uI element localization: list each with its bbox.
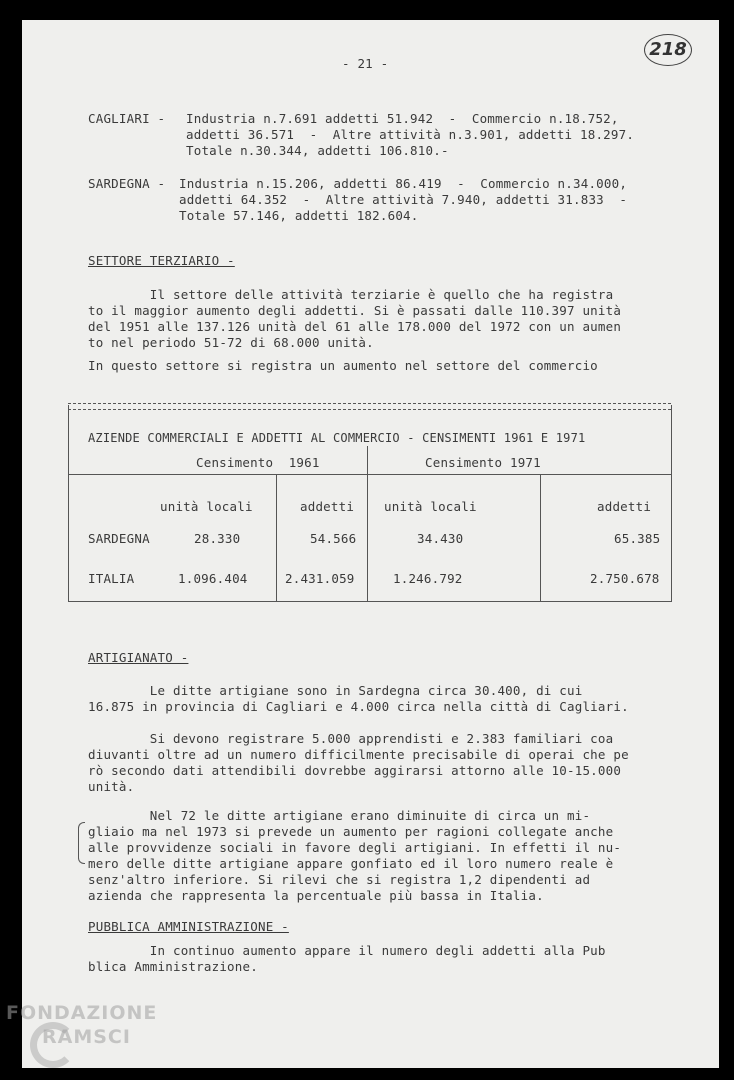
cagliari-line-1: Industria n.7.691 addetti 51.942 - Commercio n.18.752, — [186, 111, 619, 126]
artigianato-line: azienda che rappresenta la percentuale più bassa in Italia. — [88, 888, 544, 903]
artigianato-line: rò secondo dati attendibili dovrebbe aggirarsi attorno alle 10-15.000 — [88, 763, 622, 778]
artigianato-line: gliaio ma nel 1973 si prevede un aumento per ragioni collegate anche — [88, 824, 614, 839]
table-census-1961: Censimento 1961 — [196, 455, 320, 470]
artigianato-line: Le ditte artigiane sono in Sardegna circa 30.400, di cui — [88, 683, 583, 698]
terziario-heading: SETTORE TERZIARIO - — [88, 253, 235, 268]
artigianato-line: diuvanti oltre ad un numero difficilmente precisabile di operai che pe — [88, 747, 629, 762]
table-divider — [367, 446, 368, 601]
table-cell: 54.566 — [310, 531, 357, 546]
watermark-text: FONDAZIONE — [6, 1002, 158, 1024]
artigianato-line: alle provvidenze sociali in favore degli artigiani. In effetti il nu- — [88, 840, 622, 855]
artigianato-line: Nel 72 le ditte artigiane erano diminuite di circa un mi- — [88, 808, 591, 823]
terziario-line: to il maggior aumento degli addetti. Si è passati dalle 110.397 unità — [88, 303, 622, 318]
table-header: unità locali — [384, 499, 477, 514]
page-number: - 21 - — [342, 56, 389, 71]
table-cell: 1.246.792 — [393, 571, 463, 586]
watermark-text: RAMSCI — [42, 1026, 131, 1048]
table-divider — [276, 474, 277, 601]
page-stamp: 218 — [644, 34, 692, 66]
artigianato-line: mero delle ditte artigiane appare gonfiato ed il loro numero reale è — [88, 856, 614, 871]
cagliari-line-2: addetti 36.571 - Altre attività n.3.901, addetti 18.297. — [186, 127, 635, 142]
pubblica-heading: PUBBLICA AMMINISTRAZIONE - — [88, 919, 289, 934]
table-header: addetti — [597, 499, 652, 514]
table-divider — [540, 474, 541, 601]
pubblica-line: blica Amministrazione. — [88, 959, 258, 974]
artigianato-line: senz'altro inferiore. Si rilevi che si registra 1,2 dipendenti ad — [88, 872, 591, 887]
artigianato-heading: ARTIGIANATO - — [88, 650, 189, 665]
table-header: unità locali — [160, 499, 253, 514]
artigianato-line: unità. — [88, 779, 135, 794]
table-census-1971: Censimento 1971 — [425, 455, 541, 470]
table-cell: 34.430 — [417, 531, 464, 546]
artigianato-line: Si devono registrare 5.000 apprendisti e 2.383 familiari coa — [88, 731, 614, 746]
terziario-line: del 1951 alle 137.126 unità del 61 alle 178.000 del 1972 con un aumen — [88, 319, 622, 334]
terziario-line: In questo settore si registra un aumento nel settore del commercio — [88, 358, 598, 373]
table-row-label: ITALIA — [88, 571, 135, 586]
table-title: AZIENDE COMMERCIALI E ADDETTI AL COMMERCIO - CENSIMENTI 1961 E 1971 — [88, 431, 586, 445]
table-cell: 1.096.404 — [178, 571, 248, 586]
handwritten-bracket — [78, 822, 85, 864]
cagliari-label: CAGLIARI - — [88, 111, 166, 126]
sardegna-label: SARDEGNA - — [88, 176, 166, 191]
sardegna-line-1: Industria n.15.206, addetti 86.419 - Commercio n.34.000, — [179, 176, 628, 191]
terziario-line: to nel periodo 51-72 di 68.000 unità. — [88, 335, 374, 350]
table-cell: 2.750.678 — [590, 571, 660, 586]
table-cell: 65.385 — [614, 531, 661, 546]
table-cell: 2.431.059 — [285, 571, 355, 586]
cagliari-line-3: Totale n.30.344, addetti 106.810.- — [186, 143, 449, 158]
pubblica-line: In continuo aumento appare il numero degli addetti alla Pub — [88, 943, 606, 958]
artigianato-line: 16.875 in provincia di Cagliari e 4.000 circa nella città di Cagliari. — [88, 699, 629, 714]
terziario-line: Il settore delle attività terziarie è quello che ha registra — [88, 287, 614, 302]
table-cell: 28.330 — [194, 531, 241, 546]
table-divider — [68, 474, 671, 475]
sardegna-line-3: Totale 57.146, addetti 182.604. — [179, 208, 419, 223]
sardegna-line-2: addetti 64.352 - Altre attività 7.940, addetti 31.833 - — [179, 192, 628, 207]
table-header: addetti — [300, 499, 355, 514]
table-row-label: SARDEGNA — [88, 531, 150, 546]
